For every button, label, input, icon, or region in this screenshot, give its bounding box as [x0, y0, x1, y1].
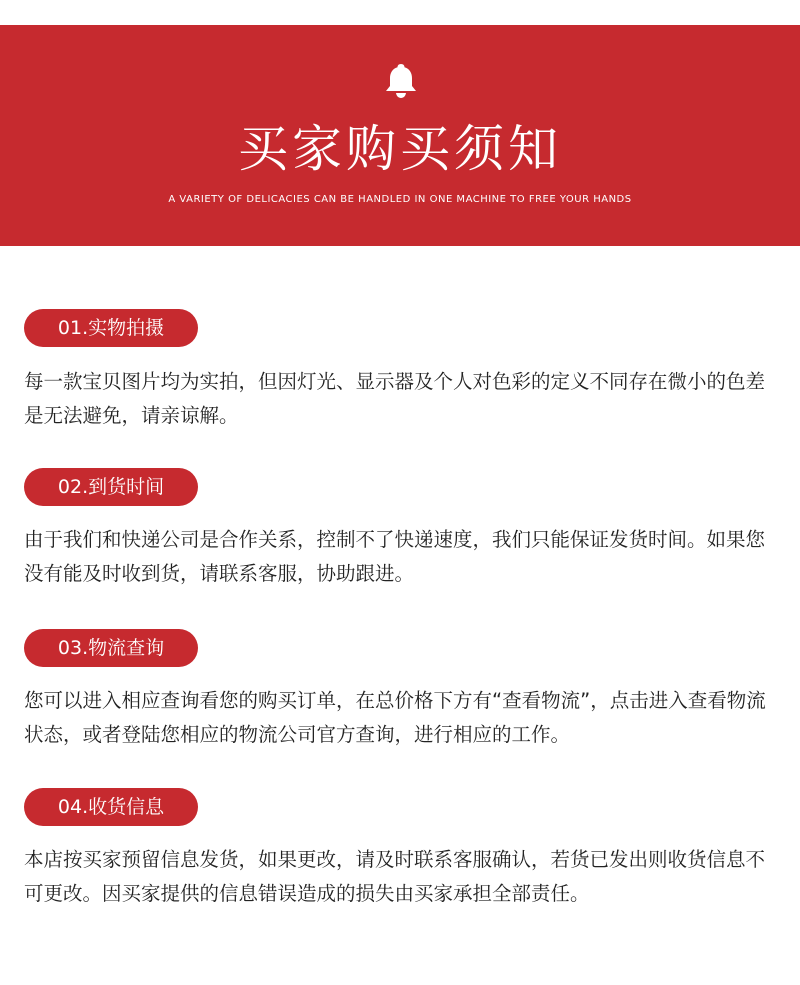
section-badge-photo: 01.实物拍摄 — [24, 309, 198, 347]
section-text-photo: 每一款宝贝图片均为实拍，但因灯光、显示器及个人对色彩的定义不同存在微小的色差是无法避免，请亲谅解。 — [24, 370, 766, 427]
page-subtitle: A VARIETY OF DELICACIES CAN BE HANDLED IN ONE MACHINE TO FREE YOUR HANDS — [168, 194, 632, 205]
page-title: 买家购买须知 — [238, 120, 562, 178]
section-text-logistics: 您可以进入相应查询看您的购买订单，在总价格下方有“查看物流”，点击进入查看物流状态，或者登陆您相应的物流公司官方查询，进行相应的工作。 — [24, 689, 766, 746]
section-badge-logistics: 03.物流查询 — [24, 629, 198, 667]
section-badge-receiving-info: 04.收货信息 — [24, 788, 198, 826]
section-text-receiving-info: 本店按买家预留信息发货，如果更改，请及时联系客服确认，若货已发出则收货信息不可更改。因买家提供的信息错误造成的损失由买家承担全部责任。 — [24, 848, 766, 905]
section-badge-delivery-time: 02.到货时间 — [24, 468, 198, 506]
header-banner — [0, 25, 800, 246]
section-text-delivery-time: 由于我们和快递公司是合作关系，控制不了快递速度，我们只能保证发货时间。如果您没有能及时收到货，请联系客服，协助跟进。 — [24, 528, 766, 585]
bell-icon — [384, 63, 418, 99]
